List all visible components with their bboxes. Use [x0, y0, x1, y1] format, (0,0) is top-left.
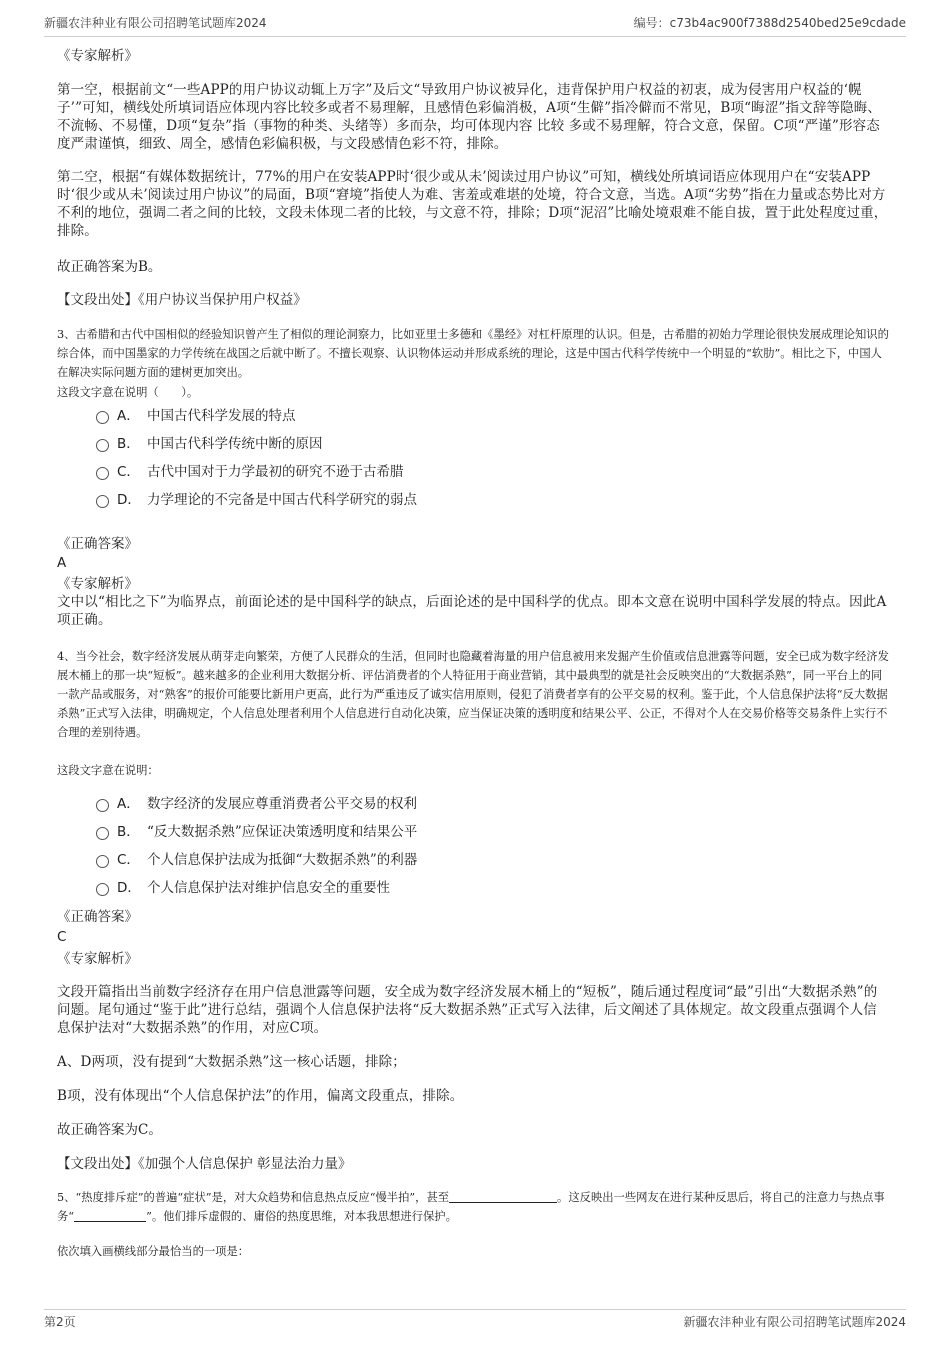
- q4-source: 【文段出处】《加强个人信息保护 彰显法治力量》: [57, 1156, 352, 1172]
- q2-analysis-p1: 第一空，根据前文“一些APP的用户协议动辄上万字”及后文“导致用户协议被异化，违背保护用户权益的初衷，成为侵害用户权益的‘幌子’”可知，横线处所填词语应体现内容比较多或者不易理解，且感情色彩偏消极，A项“生僻”指冷僻而不常见，B项“晦涩”指文辞等隐晦、不流畅、不易懂，D项“复杂”指（事物的种类、头绪等）多而杂，均可体现内容 比较 多或不易理解，符合文意，保留。C项“严谨”形容态度严肃谨慎，细致、周全，感情色彩偏积极，与文段感情色彩不符，排除。: [57, 82, 882, 152]
- q2-analysis-p2: 第二空，根据“有媒体数据统计，77%的用户在安装APP时‘很少或从未’阅读过用户协议”可知，横线处所填词语应体现用户在“安装APP时‘很少或从未’阅读过用户协议”的局面，B项“窘境”指使人为难、害羞或难堪的处境，符合文意，当选。A项“劣势”指在力量或态势比对方不利的地位，强调二者之间的比较，文段未体现二者的比较，与文意不符，排除；D项“泥沼”比喻处境艰难不能自拔，置于此处程度过重，排除。: [57, 169, 888, 239]
- q5-prompt: 依次填入画横线部分最恰当的一项是：: [57, 1245, 250, 1258]
- q4-analysis-ad: A、D两项，没有提到“大数据杀熟”这一核心话题，排除；: [57, 1054, 406, 1070]
- footer-divider: [44, 1309, 906, 1310]
- q3-prompt: 这段文字意在说明（ ）。: [57, 386, 199, 399]
- radio-icon[interactable]: [96, 467, 109, 480]
- page-number: 第2页: [44, 1315, 76, 1329]
- q3-analysis: 文中以“相比之下”为临界点，前面论述的是中国科学的缺点，后面论述的是中国科学的优点。即本文意在说明中国科学发展的特点。因此A项正确。: [57, 594, 887, 628]
- radio-icon[interactable]: [96, 439, 109, 452]
- page-footer: [44, 1313, 906, 1335]
- header-title: 新疆农沣种业有限公司招聘笔试题库2024: [44, 16, 267, 30]
- radio-icon[interactable]: [96, 411, 109, 424]
- q4-prompt: 这段文字意在说明：: [57, 764, 159, 777]
- q4-option-d[interactable]: D． 个人信息保护法对维护信息安全的重要性: [96, 879, 390, 897]
- q4-analysis-b: B项，没有体现出“个人信息保护法”的作用，偏离文段重点，排除。: [57, 1088, 464, 1104]
- q5-blank-2[interactable]: [74, 1209, 146, 1222]
- q3-analysis-title: 《专家解析》: [57, 576, 138, 592]
- q2-source: 【文段出处】《用户协议当保护用户权益》: [57, 292, 307, 308]
- q3-answer: A: [57, 555, 67, 571]
- q4-option-b[interactable]: B． “反大数据杀熟”应保证决策透明度和结果公平: [96, 823, 417, 841]
- q2-conclusion: 故正确答案为B。: [57, 259, 162, 275]
- q5-blank-1[interactable]: [449, 1190, 557, 1203]
- header-divider: [44, 36, 906, 37]
- q4-answer: C: [57, 929, 67, 945]
- q3-answer-title: 《正确答案》: [57, 536, 138, 552]
- q4-option-a[interactable]: A． 数字经济的发展应尊重消费者公平交易的权利: [96, 795, 417, 813]
- q4-conclusion: 故正确答案为C。: [57, 1122, 162, 1138]
- radio-icon[interactable]: [96, 855, 109, 868]
- q2-analysis-title: 《专家解析》: [57, 48, 138, 64]
- q4-stem: 4、当今社会，数字经济发展从萌芽走向繁荣，方便了人民群众的生活，但同时也隐藏着海量的用户信息被用来发掘产生价值或信息泄露等问题，安全已成为数字经济发展木桶上的那一块“短板”。越来越多的企业利用大数据分析、评估消费者的个人特征用于商业营销，其中最典型的就是社会反映突出的“大数据杀熟”，同一平台上的同一款产品或服务，对“熟客”的报价可能要比新用户更高，此行为严重违反了诚实信用原则，侵犯了消费者享有的公平交易的权利。鉴于此，个人信息保护法将“反大数据杀熟”正式写入法律，明确规定，个人信息处理者利用个人信息进行自动化决策，应当保证决策的透明度和结果公平、公正，不得对个人在交易价格等交易条件上实行不合理的差别待遇。: [57, 650, 889, 739]
- q3-option-b[interactable]: B． 中国古代科学传统中断的原因: [96, 435, 323, 453]
- q3-option-c[interactable]: C． 古代中国对于力学最初的研究不逊于古希腊: [96, 463, 404, 481]
- page-header: [44, 14, 906, 36]
- radio-icon[interactable]: [96, 883, 109, 896]
- radio-icon[interactable]: [96, 495, 109, 508]
- q3-option-d[interactable]: D． 力学理论的不完备是中国古代科学研究的弱点: [96, 491, 417, 509]
- q3-option-a[interactable]: A． 中国古代科学发展的特点: [96, 407, 296, 425]
- q4-option-c[interactable]: C． 个人信息保护法成为抵御“大数据杀熟”的利器: [96, 851, 417, 869]
- radio-icon[interactable]: [96, 799, 109, 812]
- q4-analysis: 文段开篇指出当前数字经济存在用户信息泄露等问题，安全成为数字经济发展木桶上的“短板”，随后通过程度词“最”引出“大数据杀熟”的问题。尾句通过“鉴于此”进行总结，强调个人信息保护法将“反大数据杀熟”正式写入法律，后文阐述了具体规定。故文段重点强调个人信息保护法对“大数据杀熟”的作用，对应C项。: [57, 984, 878, 1036]
- q4-answer-title: 《正确答案》: [57, 909, 138, 925]
- q4-analysis-title: 《专家解析》: [57, 951, 138, 967]
- q5-stem: 5、“热度排斥症”的普遍“症状”是，对大众趋势和信息热点反应“慢半拍”，甚至 。这反映出一些网友在进行某种反思后，将自己的注意力与热点事务“ ”。他们排斥虚假的、庸俗的热度思维，对本我思想进行保护。: [57, 1191, 885, 1223]
- radio-icon[interactable]: [96, 827, 109, 840]
- header-doc-id: 编号：c73b4ac900f7388d2540bed25e9cdade: [633, 16, 906, 30]
- q3-stem: 3、古希腊和古代中国相似的经验知识曾产生了相似的理论洞察力，比如亚里士多德和《墨经》对杠杆原理的认识。但是，古希腊的初始力学理论很快发展成理论知识的综合体，而中国墨家的力学传统在战国之后就中断了。不擅长观察、认识物体运动并形成系统的理论，这是中国古代科学传统中一个明显的“软肋”。相比之下，中国人在解决实际问题方面的建树更加突出。: [57, 328, 889, 379]
- footer-title: 新疆农沣种业有限公司招聘笔试题库2024: [683, 1315, 906, 1329]
